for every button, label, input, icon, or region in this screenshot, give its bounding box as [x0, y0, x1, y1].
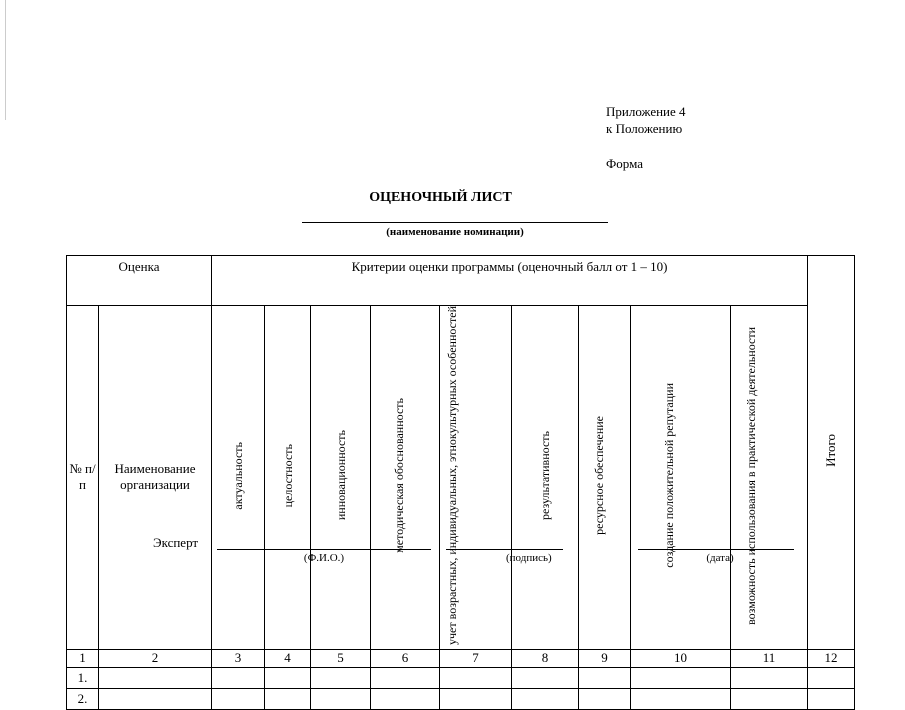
header-assessment: Оценка [67, 256, 212, 306]
criterion-resources: ресурсное обеспечение [579, 306, 631, 650]
criterion-methodology: методическая обоснованность [371, 306, 440, 650]
signature-line [446, 549, 563, 550]
empty-cell [371, 688, 440, 709]
column-number: 7 [440, 649, 512, 667]
header-org: Наименование организации [99, 306, 212, 650]
empty-cell [212, 667, 265, 688]
table-row [67, 688, 855, 709]
fio-caption: (Ф.И.О.) [303, 552, 345, 564]
column-number: 8 [512, 649, 579, 667]
column-number: 12 [808, 649, 855, 667]
criterion-relevance: актуальность [212, 306, 265, 650]
criterion-age-features: учет возрастных, индивидуальных, этнокультурных особенностей [440, 306, 512, 650]
table-header-row-1 [67, 256, 855, 306]
column-number: 9 [579, 649, 631, 667]
column-number: 3 [212, 649, 265, 667]
empty-cell [440, 667, 512, 688]
empty-cell [311, 688, 371, 709]
column-number: 1 [67, 649, 99, 667]
empty-cell [808, 688, 855, 709]
table-row [67, 667, 855, 688]
nomination-line [302, 222, 608, 223]
column-number-row [67, 649, 855, 667]
empty-cell [99, 667, 212, 688]
row-number: 2. [67, 688, 99, 709]
empty-cell [512, 667, 579, 688]
criterion-effectiveness: результативность [512, 306, 579, 650]
annex-line-2: к Положению [606, 121, 683, 136]
header-total: Итого [808, 256, 855, 650]
empty-cell [631, 667, 731, 688]
column-number: 11 [731, 649, 808, 667]
date-line [638, 549, 794, 550]
row-number: 1. [67, 667, 99, 688]
form-label: Форма [606, 156, 643, 171]
column-number: 2 [99, 649, 212, 667]
nomination-caption: (наименование номинации) [386, 226, 524, 238]
date-caption: (дата) [706, 552, 734, 564]
empty-cell [265, 667, 311, 688]
signature-caption: (подпись) [506, 552, 552, 564]
column-number: 5 [311, 649, 371, 667]
annex-line-1: Приложение 4 [606, 104, 686, 119]
empty-cell [731, 688, 808, 709]
empty-cell [579, 667, 631, 688]
empty-cell [631, 688, 731, 709]
column-number: 10 [631, 649, 731, 667]
empty-cell [808, 667, 855, 688]
document-title: ОЦЕНОЧНЫЙ ЛИСТ [369, 190, 512, 205]
empty-cell [579, 688, 631, 709]
criterion-reputation: создание положительной репутации [631, 306, 731, 650]
scan-edge-line [5, 0, 6, 120]
header-criteria: Критерии оценки программы (оценочный балл от 1 – 10) [212, 256, 808, 306]
empty-cell [212, 688, 265, 709]
expert-label: Эксперт [153, 535, 199, 550]
column-number: 6 [371, 649, 440, 667]
fio-line [217, 549, 431, 550]
criterion-innovation: инновационность [311, 306, 371, 650]
empty-cell [99, 688, 212, 709]
table-header-row-2 [67, 306, 855, 650]
empty-cell [512, 688, 579, 709]
empty-cell [265, 688, 311, 709]
criterion-practical-use: возможность использования в практической деятельности [731, 306, 808, 650]
empty-cell [731, 667, 808, 688]
assessment-table [66, 255, 855, 710]
header-num: № п/п [67, 306, 99, 650]
empty-cell [311, 667, 371, 688]
empty-cell [371, 667, 440, 688]
empty-cell [440, 688, 512, 709]
criterion-integrity: целостность [265, 306, 311, 650]
column-number: 4 [265, 649, 311, 667]
